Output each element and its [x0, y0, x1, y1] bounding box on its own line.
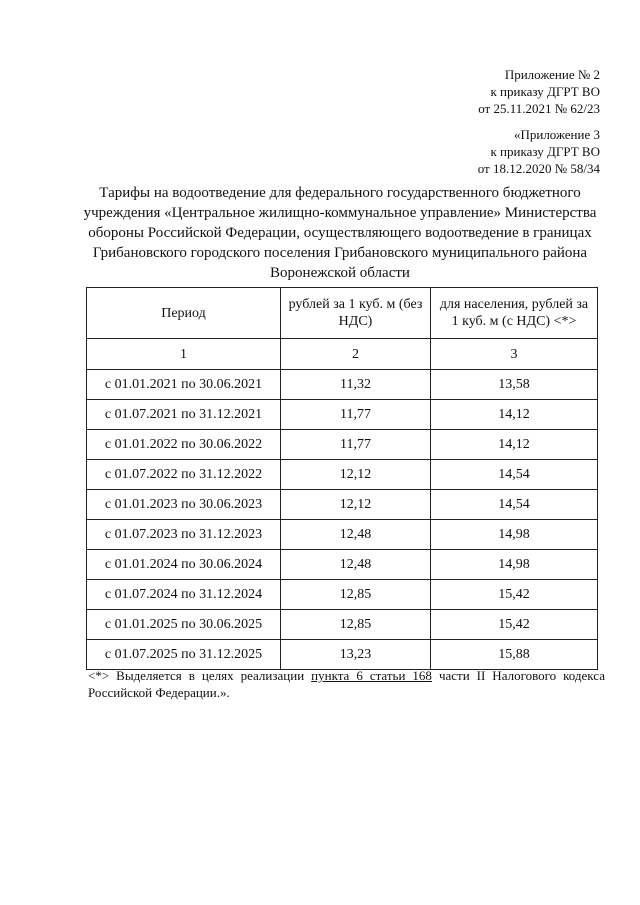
annex-order-date: от 18.12.2020 № 58/34 — [477, 161, 600, 176]
price-with-vat-cell: 14,54 — [431, 490, 598, 520]
table-row — [87, 400, 598, 430]
header-line: для населения, рублей за — [439, 297, 589, 312]
column-number: 3 — [431, 339, 598, 370]
table-row — [87, 580, 598, 610]
price-with-vat-cell: 14,12 — [431, 400, 598, 430]
title-line: Тарифы на водоотведение для федерального государственного бюджетного — [99, 185, 581, 201]
price-with-vat-cell: 14,12 — [431, 430, 598, 460]
price-with-vat-cell: 14,54 — [431, 460, 598, 490]
table-row — [87, 490, 598, 520]
header-price-with-vat — [431, 288, 598, 339]
title-line: Воронежской области — [270, 265, 410, 281]
header-line: рублей за 1 куб. м (без — [288, 297, 423, 312]
title-line: Грибановского городского поселения Грибановского муниципального района — [92, 245, 588, 261]
annex-order-ref: к приказу ДГРТ ВО — [490, 84, 600, 99]
tax-code-link[interactable]: пункта 6 статьи 168 — [311, 668, 432, 683]
annex-order-ref: к приказу ДГРТ ВО — [490, 144, 600, 159]
column-number: 1 — [87, 339, 281, 370]
period-cell: с 01.07.2022 по 31.12.2022 — [87, 460, 281, 490]
price-no-vat-cell: 11,32 — [281, 370, 431, 400]
price-no-vat-cell: 13,23 — [281, 640, 431, 670]
table-header-row — [87, 288, 598, 339]
table-row — [87, 430, 598, 460]
table-row — [87, 460, 598, 490]
period-cell: с 01.07.2025 по 31.12.2025 — [87, 640, 281, 670]
table-row — [87, 520, 598, 550]
title-line: обороны Российской Федерации, осуществляющего водоотведение в границах — [88, 225, 592, 241]
period-cell: с 01.01.2024 по 30.06.2024 — [87, 550, 281, 580]
price-no-vat-cell: 11,77 — [281, 430, 431, 460]
header-price-no-vat — [281, 288, 431, 339]
price-with-vat-cell: 14,98 — [431, 550, 598, 580]
price-with-vat-cell: 13,58 — [431, 370, 598, 400]
column-number: 2 — [281, 339, 431, 370]
price-with-vat-cell: 15,88 — [431, 640, 598, 670]
table-row — [87, 610, 598, 640]
header-line: 1 куб. м (с НДС) <*> — [451, 314, 577, 329]
period-cell: с 01.01.2023 по 30.06.2023 — [87, 490, 281, 520]
tariff-table — [86, 287, 598, 670]
price-no-vat-cell: 12,12 — [281, 490, 431, 520]
header-line: НДС) — [338, 314, 373, 329]
price-no-vat-cell: 12,85 — [281, 580, 431, 610]
annex-number: «Приложение 3 — [513, 127, 600, 142]
period-cell: с 01.01.2022 по 30.06.2022 — [87, 430, 281, 460]
period-cell: с 01.01.2021 по 30.06.2021 — [87, 370, 281, 400]
header-period: Период — [87, 288, 281, 339]
table-row — [87, 550, 598, 580]
table-row — [87, 640, 598, 670]
price-no-vat-cell: 11,77 — [281, 400, 431, 430]
price-with-vat-cell: 14,98 — [431, 520, 598, 550]
period-cell: с 01.07.2021 по 31.12.2021 — [87, 400, 281, 430]
price-no-vat-cell: 12,48 — [281, 520, 431, 550]
title-line: учреждения «Центральное жилищно-коммунальное управление» Министерства — [83, 205, 597, 221]
footnote-text: <*> Выделяется в целях реализации — [88, 668, 312, 683]
period-cell: с 01.07.2023 по 31.12.2023 — [87, 520, 281, 550]
price-no-vat-cell: 12,85 — [281, 610, 431, 640]
price-with-vat-cell: 15,42 — [431, 580, 598, 610]
annex-header-previous — [478, 126, 600, 177]
period-cell: с 01.01.2025 по 30.06.2025 — [87, 610, 281, 640]
footnote-text: части II Налогового кодекса Российской Федерации.». — [88, 668, 605, 700]
footnote — [88, 667, 605, 701]
price-with-vat-cell: 15,42 — [431, 610, 598, 640]
period-cell: с 01.07.2024 по 31.12.2024 — [87, 580, 281, 610]
price-no-vat-cell: 12,48 — [281, 550, 431, 580]
column-number-row — [87, 339, 598, 370]
annex-number: Приложение № 2 — [504, 67, 600, 82]
price-no-vat-cell: 12,12 — [281, 460, 431, 490]
annex-header-current — [478, 66, 600, 117]
table-row — [87, 370, 598, 400]
document-title — [70, 183, 610, 283]
annex-order-date: от 25.11.2021 № 62/23 — [478, 101, 600, 116]
